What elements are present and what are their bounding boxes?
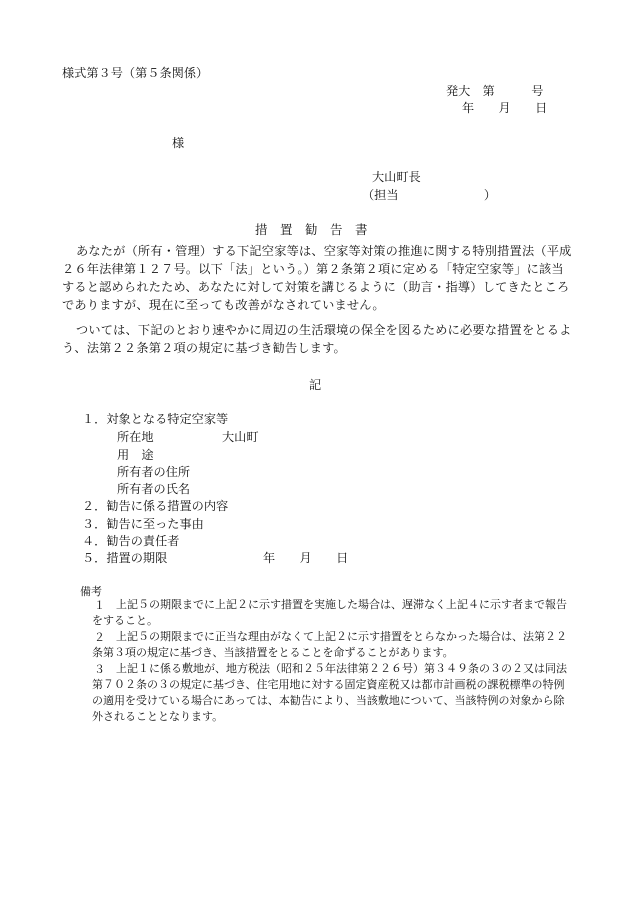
owner-address-label: 所有者の住所 [117,465,191,479]
remark-2: 上記５の期限までに正当な理由がなくて上記２に示す措置をとらなかった場合は、法第２２条第３項の規定に基づき、当該措置をとることを命ずることがあります。 [92,630,567,659]
document-date: 年 月 日 [462,101,548,115]
location-label: 所在地 [117,430,154,444]
body-paragraph-1: あなたが（所有・管理）する下記空家等は、空家等対策の推進に関する特別措置法（平成２６年法律第１２７号。以下「法」という。）第２条第２項に定める「特定空家等」に該当すると認められたため、あなたに対して対策を講じるように（助言・指導）してきたところでありますが、現在に至っても改善がなされていません。 [62,244,572,312]
form-label: 様式第３号（第５条関係） [62,66,209,80]
contact: （担当 ） [362,188,497,202]
remark-3-number: ３ [94,663,105,676]
item-3: ３．勧告に至った事由 [82,517,204,531]
remark-1: 上記５の期限までに上記２に示す措置を実施した場合は、遅滞なく上記４に示す者まで報告をすること。 [92,598,567,627]
item-1: １．対象となる特定空家等 [82,412,229,426]
remarks-heading: 備考 [80,585,102,598]
body-paragraph-2: ついては、下記のとおり速やかに周辺の生活環境の保全を図るために必要な措置をとるよう、法第２２条第２項の規定に基づき勧告します。 [62,323,572,355]
item-5-date: 年 月 日 [263,551,349,565]
document-number: 発大 第 号 [446,84,544,98]
use-label: 用 途 [117,448,154,462]
item-5: ５．措置の期限 [82,551,168,565]
remark-3: 上記１に係る敷地が、地方税法（昭和２５年法律第２２６号）第３４９条の３の２又は同法第７０２条の３の規定に基づき、住宅用地に対する固定資産税又は都市計画税の課税標準の特例の適用を受けている場合にあっては、本勧告により、当該敷地について、当該特例の対象から除外されることとなります。 [92,662,567,723]
remark-2-number: ２ [94,631,105,644]
item-2: ２．勧告に係る措置の内容 [82,499,229,513]
owner-name-label: 所有者の氏名 [117,482,191,496]
sender: 大山町長 [372,170,421,184]
item-4: ４．勧告の責任者 [82,534,180,548]
location-value: 大山町 [222,430,259,444]
page-title: 措 置 勧 告 書 [255,222,368,237]
remark-1-number: １ [94,599,105,612]
ki-heading: 記 [309,378,322,392]
recipient-suffix: 様 [172,136,185,150]
